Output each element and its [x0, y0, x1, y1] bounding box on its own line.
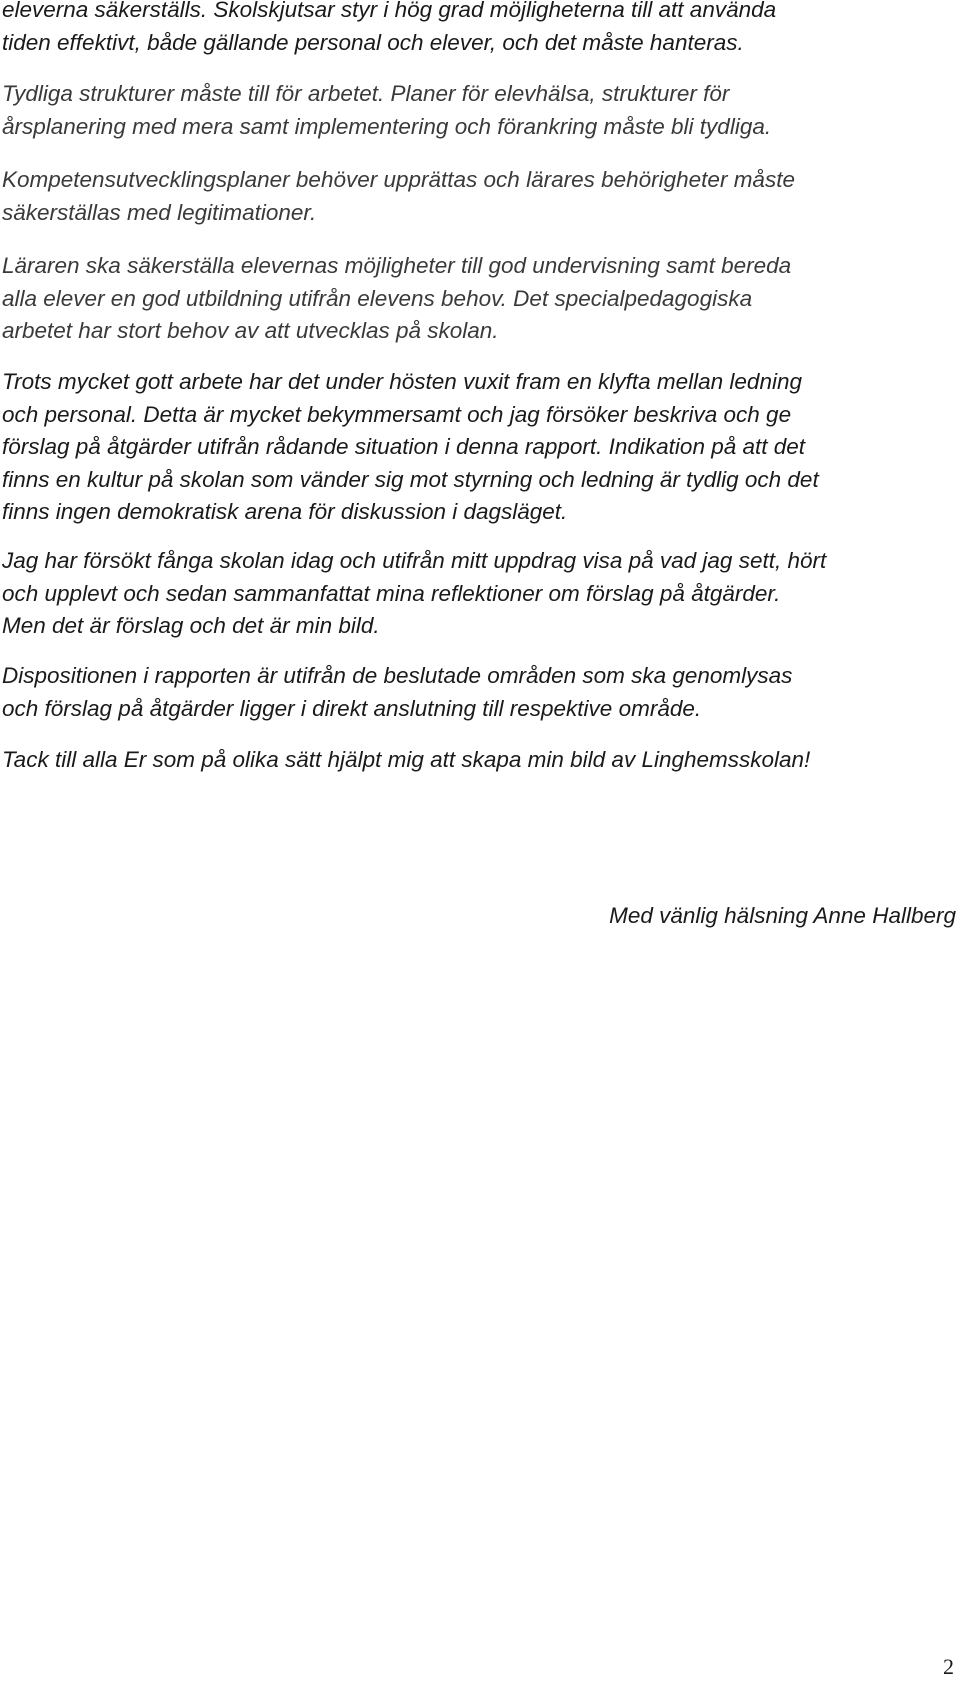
- paragraph-thanks: [2, 744, 952, 777]
- text-line: Jag har försökt fånga skolan idag och utifrån mitt uppdrag visa på vad jag sett, hört: [2, 548, 827, 573]
- paragraph-approach: [2, 545, 952, 643]
- text-line: Trots mycket gott arbete har det under hösten vuxit fram en klyfta mellan ledning: [2, 369, 802, 394]
- text-line: arbetet har stort behov av att utvecklas på skolan.: [2, 318, 499, 343]
- text-line: finns en kultur på skolan som vänder sig mot styrning och ledning är tydlig och det: [2, 466, 819, 492]
- text-line: eleverna säkerställs. Skolskjutsar styr i hög grad möjligheterna till att använda: [2, 0, 777, 22]
- text-line: Tydliga strukturer måste till för arbetet. Planer för elevhälsa, strukturer för: [2, 81, 730, 106]
- text-line: årsplanering med mera samt implementering och förankring måste bli tydliga.: [2, 113, 772, 139]
- text-line: säkerställas med legitimationer.: [2, 199, 317, 225]
- paragraph-scheduling: [2, 0, 952, 59]
- text-line: Läraren ska säkerställa elevernas möjligheter till god undervisning samt bereda: [2, 253, 792, 278]
- text-line: tiden effektivt, både gällande personal och elever, och det måste hanteras.: [2, 29, 744, 55]
- text-line: Dispositionen i rapporten är utifrån de beslutade områden som ska genomlysas: [2, 663, 793, 688]
- text-line: Tack till alla Er som på olika sätt hjälpt mig att skapa min bild av Linghemsskolan!: [2, 747, 811, 772]
- paragraph-teacher: [2, 250, 952, 348]
- text-line: och upplevt och sedan sammanfattat mina reflektioner om förslag på åtgärder.: [2, 580, 781, 606]
- paragraph-competence: [2, 164, 952, 229]
- text-line: alla elever en god utbildning utifrån elevens behov. Det specialpedagogiska: [2, 285, 753, 311]
- text-line: Kompetensutvecklingsplaner behöver upprättas och lärares behörigheter måste: [2, 167, 795, 192]
- paragraph-structures: [2, 78, 952, 143]
- text-line: finns ingen demokratisk arena för diskussion i dagsläget.: [2, 499, 568, 524]
- text-line: Men det är förslag och det är min bild.: [2, 613, 380, 638]
- page-number: 2: [943, 1654, 954, 1679]
- text-line: förslag på åtgärder utifrån rådande situation i denna rapport. Indikation på att det: [2, 434, 806, 459]
- paragraph-gap: [2, 366, 952, 529]
- signature-line: Med vänlig hälsning Anne Hallberg: [609, 903, 956, 928]
- paragraph-disposition: [2, 660, 952, 725]
- text-line: och personal. Detta är mycket bekymmersamt och jag försöker beskriva och ge: [2, 401, 792, 427]
- text-line: och förslag på åtgärder ligger i direkt anslutning till respektive område.: [2, 695, 702, 721]
